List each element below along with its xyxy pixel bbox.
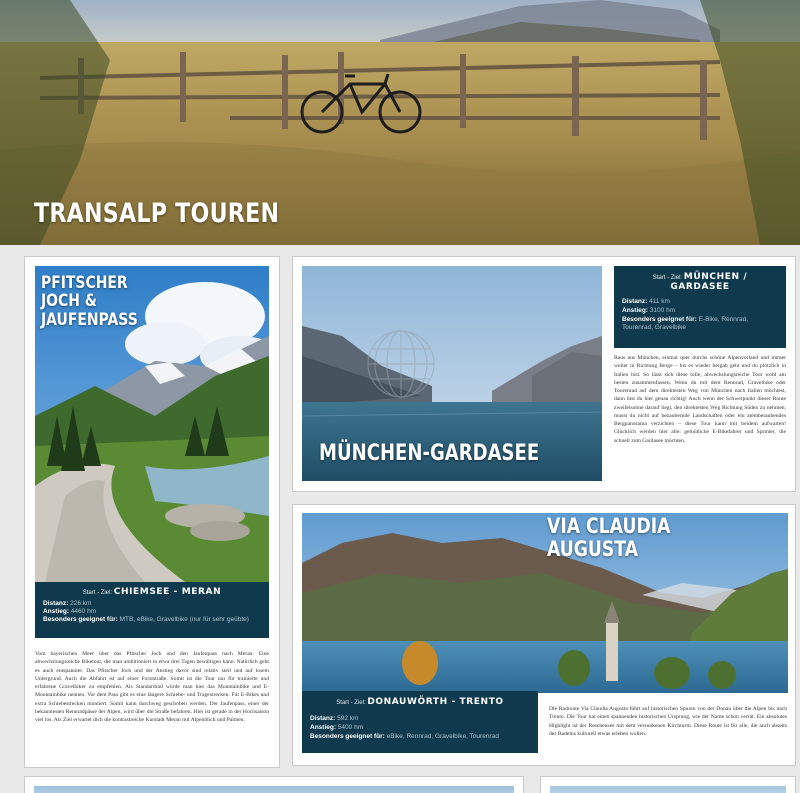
globe-watermark-icon xyxy=(362,325,440,403)
distance-label: Distanz: xyxy=(43,600,69,607)
climb-row xyxy=(622,307,778,315)
hero-banner xyxy=(0,0,800,245)
suitable-row xyxy=(310,733,530,741)
suitable-label: Besonders geeignet für: xyxy=(622,316,697,324)
climb-value: 3100 hm xyxy=(649,307,676,315)
tour-title xyxy=(41,274,138,329)
route-prefix: Start - Ziel: xyxy=(82,590,113,596)
tour-description: Raus aus München, einmal quer durchs schöne Alpenvorland und immer weiter in Richtung Berge – bis es wieder bergab geht und du plötzlich in Italien bist. So lässt sich diese tolle, abwechslungsreiche Tour wohl am besten zusammenfassen. Wenn du mit dem Rennrad, Gravelbike oder Tourenrad auf dem direktesten Weg von München nach Italien möchtest, dann bist du hier genau richtig! Auch wenn der Schwerpunkt dieser Route zweifelsohne darauf liegt, den direktesten Weg Richtung Süden zu nehmen, musst du nicht auf bezaubernde Landschaften oder ein atemberaubendes Bergpanorama verzichten – diese Tour kann mit beidem aufwarten! Glücklich werden hier alle: gemütliche E-Bikefahrer und Sprinter, die schnell zum Gardasee möchten. xyxy=(614,355,786,444)
climb-label: Anstieg: xyxy=(622,307,648,315)
tour-title-line: JOCH & xyxy=(41,291,97,312)
distance-row xyxy=(622,298,778,306)
suitable-row xyxy=(43,616,261,624)
route-prefix: Start - Ziel: xyxy=(652,275,683,281)
suitable-label: Besonders geeignet für: xyxy=(310,733,385,741)
distance-label: Distanz: xyxy=(310,715,336,722)
climb-value: 5400 hm xyxy=(337,724,364,732)
climb-row xyxy=(310,724,530,732)
tour-description: Vom bayerischen Meer über das Pfitscher Joch und den Jaufenpass nach Meran. Eine abwechslungsreiche Biketour, die man ambitioniert in etwa drei Tagen bewältigen kann. Natürlich geht es auch entspannter. Das Pfitscher Joch und der Anstieg davor sind relativ steil und auf losem Untergrund. Auch die Abfahrt ist auf einer Forststraße. Somit ist die Tour nur für trainierte und erfahrene Gravelbiker zu empfehlen. Als Standardrad würde man hier das Mountainbike und E-Mountainbike nennen. Vor dem Pass gibt es eine längere Schiebe- und Tragestrecken. Für E-Bikes und extra Schiebestrecken montiert. Somit kann durchweg geschoben werden. Der Jaufenpass, einer der bekanntesten Rennradpässe der Alpen, wird über die Straße befahren. Hier ist gerade in der Hochsaison viel los. Als Ziel erwartet dich die kontrastreiche Kurstadt Meran mit Alpenblick und Palmen. xyxy=(35,651,269,724)
suitable-value: E-Bike, Rennrad, Tourenrad, Gravelbike xyxy=(622,316,749,332)
tour-card-pfitscher-joch xyxy=(24,256,280,768)
tour-title: VIA CLAUDIA AUGUSTA xyxy=(547,514,671,561)
tour-photo-partial xyxy=(34,786,514,793)
tour-card-partial xyxy=(540,776,796,793)
climb-value: 4460 hm xyxy=(70,608,97,616)
route-name: CHIEMSEE - MERAN xyxy=(113,587,222,597)
distance-row xyxy=(43,600,261,608)
distance-row xyxy=(310,715,530,723)
tour-title-line: PFITSCHER xyxy=(41,273,128,293)
suitable-value: eBike, Rennrad, Gravelbike, Tourenrad xyxy=(386,733,499,741)
climb-label: Anstieg: xyxy=(310,724,336,732)
route-line xyxy=(622,272,778,292)
distance-value: 226 km xyxy=(70,600,92,607)
tour-info-panel xyxy=(35,582,269,638)
suitable-value: MTB, eBike, Gravelbike (nur für sehr geübte) xyxy=(119,616,249,624)
tour-info-panel xyxy=(302,691,538,753)
route-line xyxy=(310,697,530,707)
route-name: GARDASEE xyxy=(670,282,730,292)
tour-info-panel xyxy=(614,266,786,348)
climb-row xyxy=(43,608,261,616)
route-name: MÜNCHEN / xyxy=(683,272,748,282)
section-title: TRANSALP TOUREN xyxy=(34,198,280,229)
route-line xyxy=(43,587,261,597)
suitable-row xyxy=(622,316,778,332)
suitable-label: Besonders geeignet für: xyxy=(43,616,118,624)
tour-title: MÜNCHEN-GARDASEE xyxy=(319,441,540,466)
distance-value: 592 km xyxy=(337,715,359,722)
distance-value: 411 km xyxy=(649,298,670,305)
tour-photo-partial xyxy=(550,786,786,793)
route-name: DONAUWÖRTH - TRENTO xyxy=(367,697,504,707)
route-prefix: Start - Ziel: xyxy=(336,700,366,706)
tour-card-partial xyxy=(24,776,524,793)
distance-label: Distanz: xyxy=(622,298,648,305)
tour-description: Die Radroute Via Claudia Augusta führt auf historischen Spuren von der Donau über die Alpen bis nach Trento. Die Tour hat einen spannenden historischen Ursprung, wie der Name schon verrät. Ein absolutes Highlight ist der Reschensee mit dem versunkenen Kirchturm. Diese Route ist für alle, die auch abseits des Radelns kulturell etwas erleben wollen. xyxy=(549,706,787,737)
tour-card-via-claudia-augusta xyxy=(292,504,796,766)
climb-label: Anstieg: xyxy=(43,608,69,616)
tour-title-line: JAUFENPASS xyxy=(41,309,138,330)
